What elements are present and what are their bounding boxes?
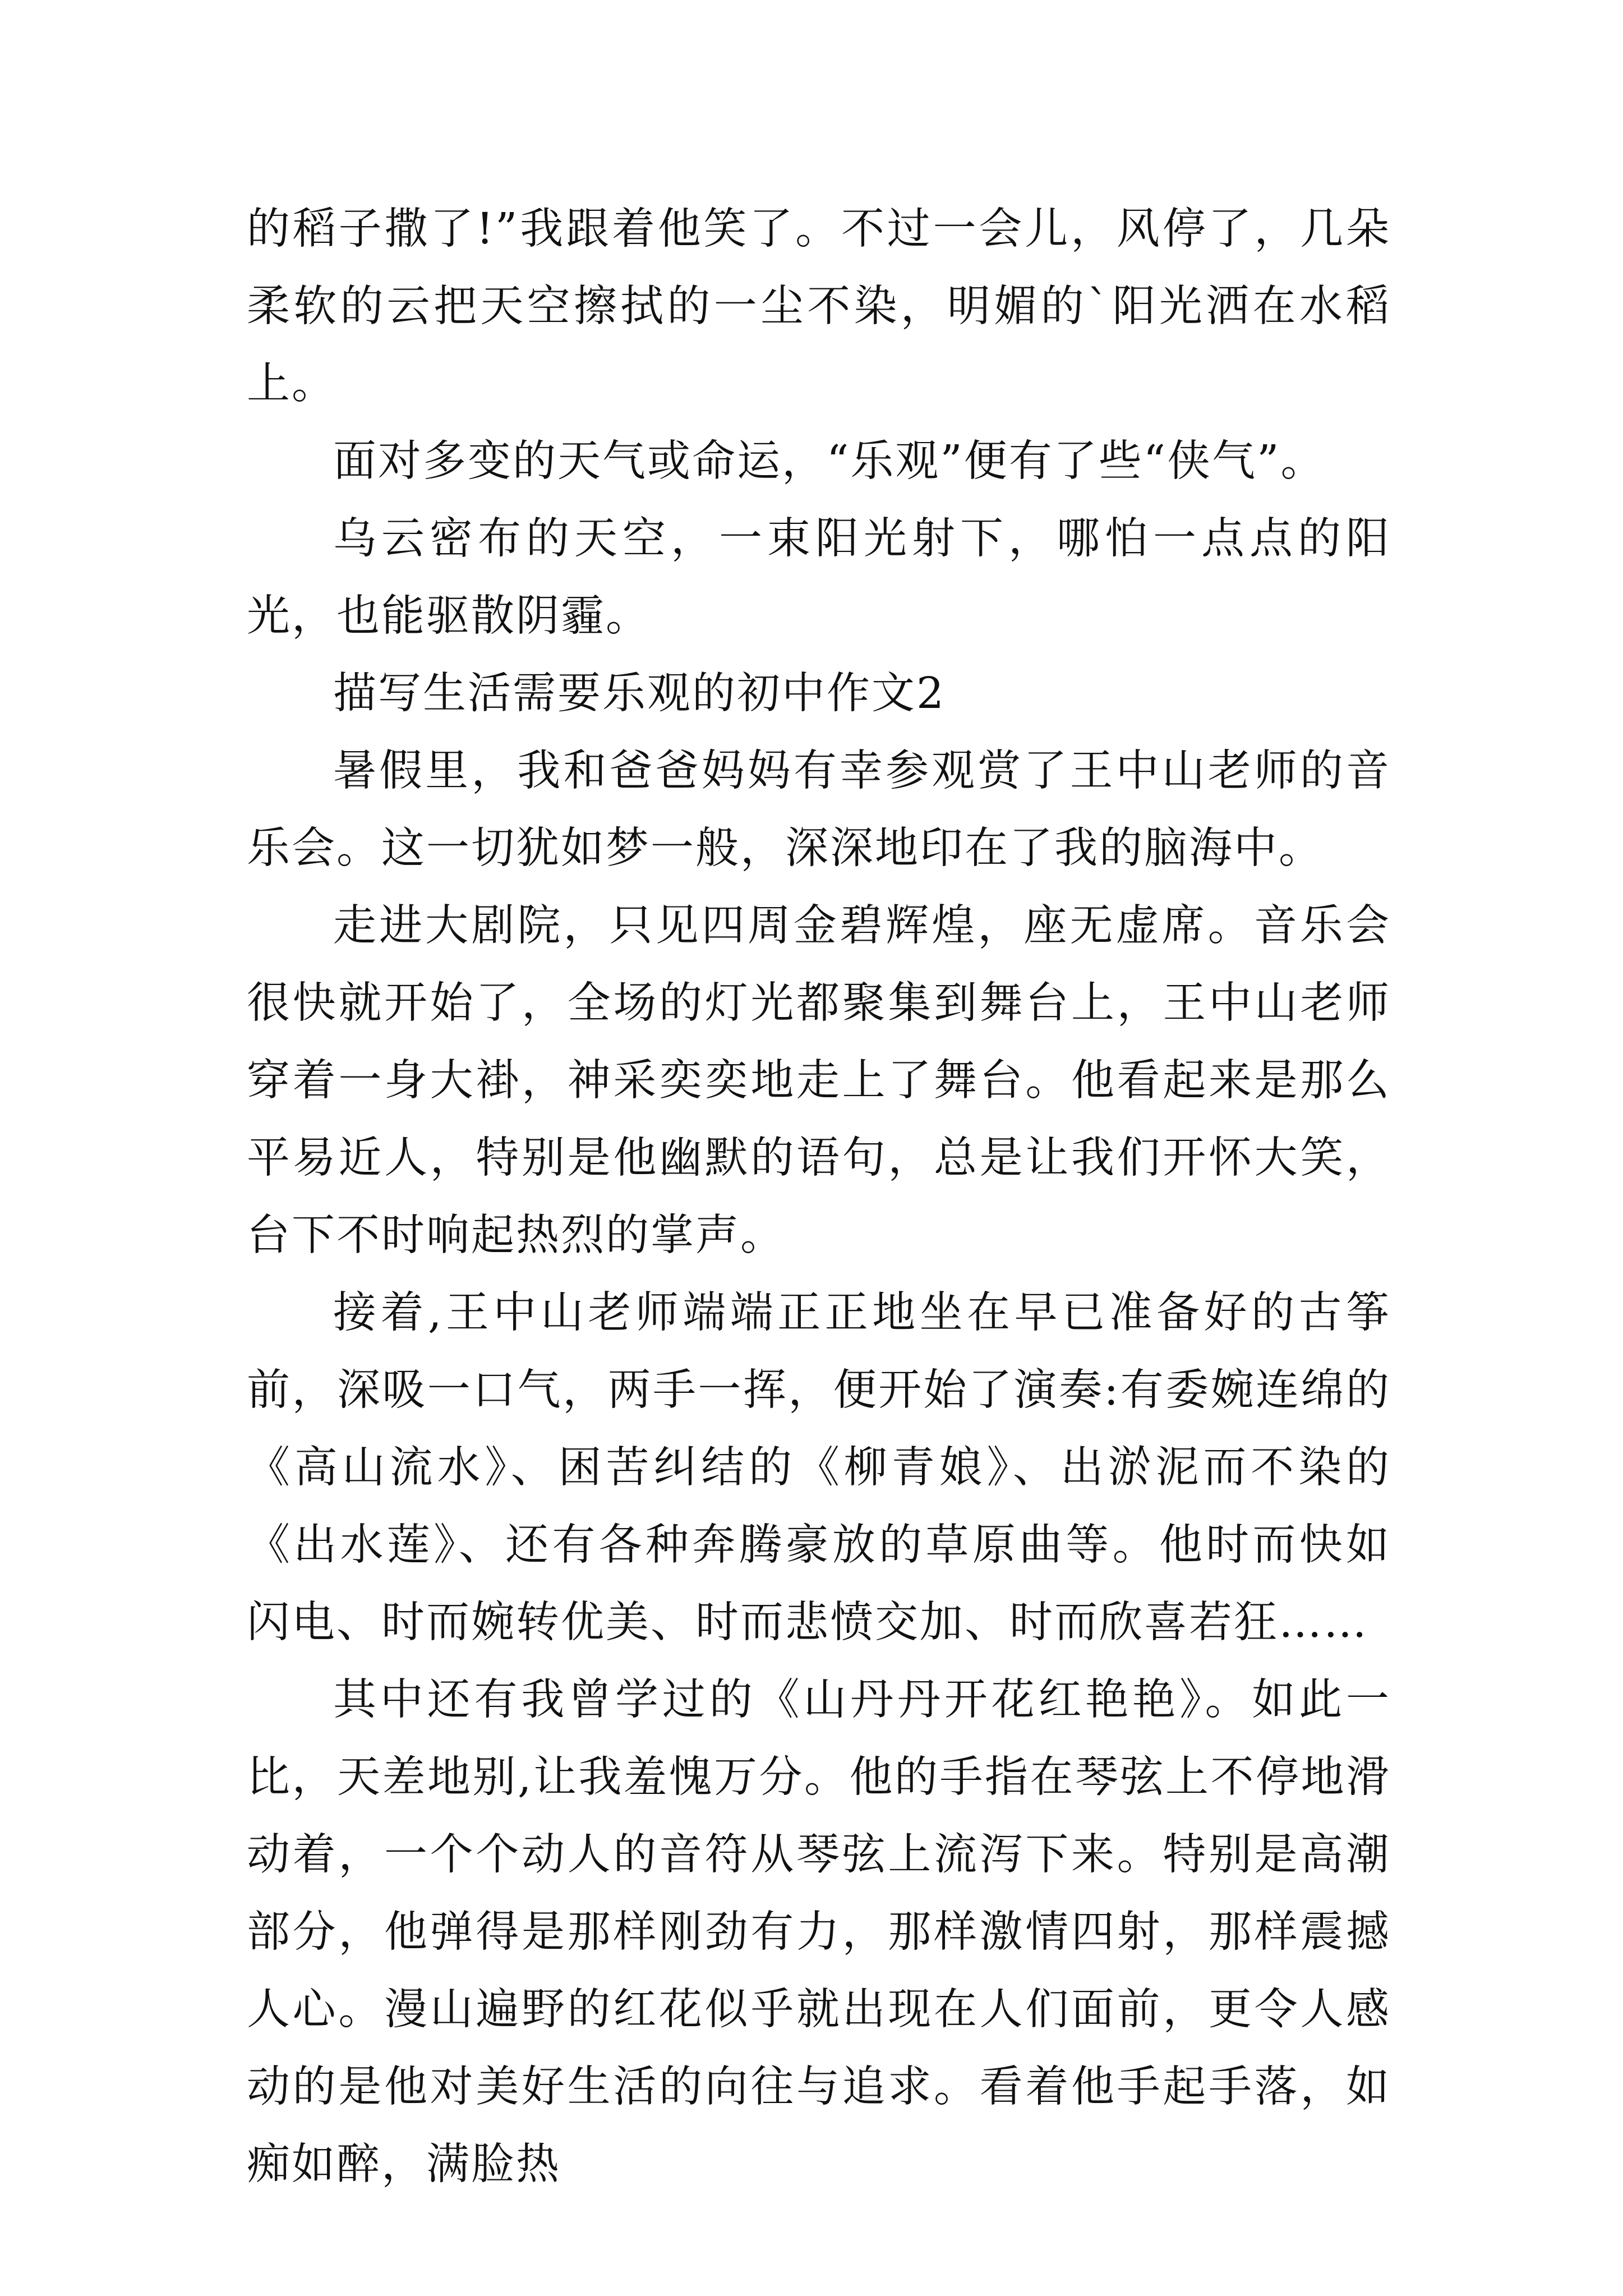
- paragraph-5: 走进大剧院，只见四周金碧辉煌，座无虚席。音乐会很快就开始了，全场的灯光都聚集到舞台上，王中山老师穿着一身大褂，神采奕奕地走上了舞台。他看起来是那么平易近人，特别是他幽默的语句，总是让我们开怀大笑，台下不时响起热烈的掌声。: [247, 901, 1391, 1260]
- paragraph-3: 乌云密布的天空，一束阳光射下，哪怕一点点的阳光，也能驱散阴霾。: [247, 514, 1391, 641]
- paragraph-4: 暑假里，我和爸爸妈妈有幸参观赏了王中山老师的音乐会。这一切犹如梦一般，深深地印在了我的脑海中。: [247, 746, 1391, 873]
- section-heading: 描写生活需要乐观的初中作文2: [333, 669, 946, 719]
- paragraph-6: 接着,王中山老师端端正正地坐在早已准备好的古筝前，深吸一口气，两手一挥，便开始了演奏:有委婉连绵的《高山流水》、困苦纠结的《柳青娘》、出淤泥而不染的《出水莲》、还有各种奔腾豪放的草原曲等。他时而快如闪电、时而婉转优美、时而悲愤交加、时而欣喜若狂……: [247, 1288, 1391, 1648]
- paragraph-2: 面对多变的天气或命运，“乐观”便有了些“侠气”。: [333, 436, 1326, 486]
- paragraph-7: 其中还有我曾学过的《山丹丹开花红艳艳》。如此一比，天差地别,让我羞愧万分。他的手指在琴弦上不停地滑动着，一个个动人的音符从琴弦上流泻下来。特别是高潮部分，他弹得是那样刚劲有力，那样激情四射，那样震撼人心。漫山遍野的红花似乎就出现在人们面前，更令人感动的是他对美好生活的向往与追求。看着他手起手落，如痴如醉，满脸热: [247, 1675, 1391, 2189]
- document-body: [247, 191, 1391, 2203]
- paragraph-1: 的稻子撒了!”我跟着他笑了。不过一会儿，风停了，几朵柔软的云把天空擦拭的一尘不染，明媚的`阳光洒在水稻上。: [247, 204, 1391, 409]
